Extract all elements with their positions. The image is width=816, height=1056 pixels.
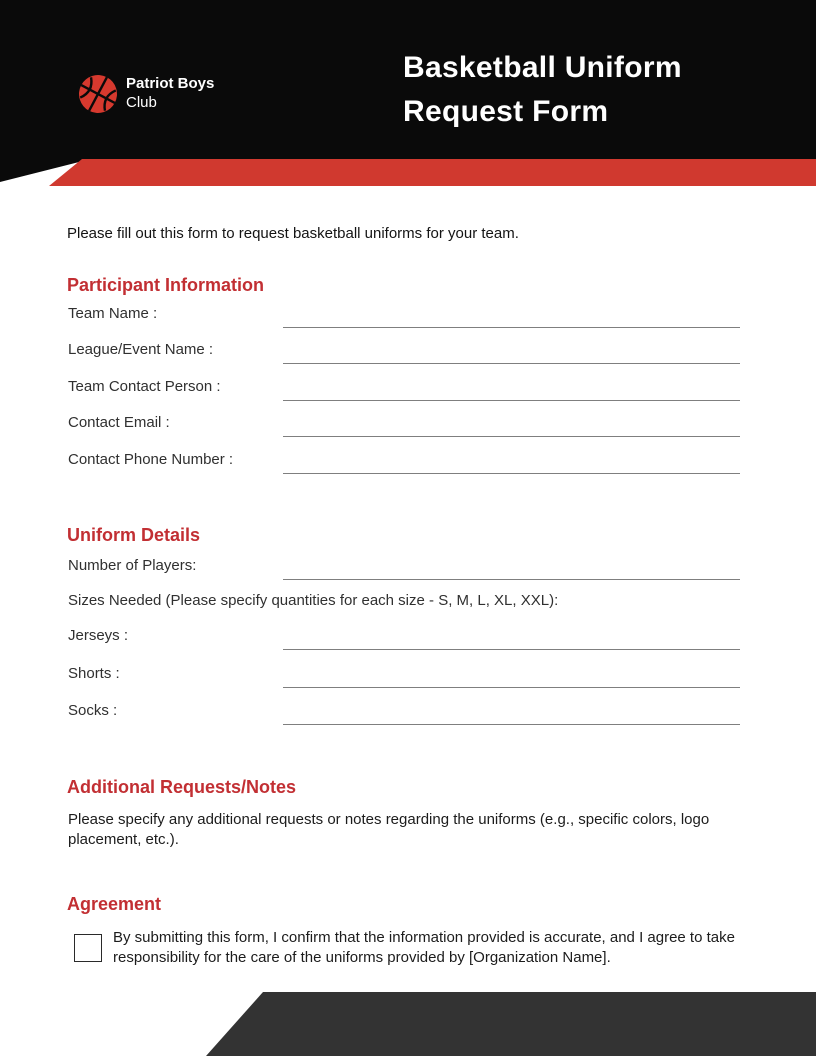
field-row-socks <box>68 701 740 726</box>
page-title <box>403 46 793 134</box>
field-row-shorts <box>68 664 740 689</box>
league-name-label: League/Event Name : <box>68 341 214 358</box>
org-subtitle: Club <box>126 94 157 111</box>
field-row-contact-email <box>68 413 740 438</box>
section-heading-uniform: Uniform Details <box>67 525 201 545</box>
players-label: Number of Players: <box>68 557 197 574</box>
field-row-contact-person <box>68 377 740 402</box>
page-title-line1: Basketball Uniform <box>403 51 682 84</box>
field-row-contact-phone <box>68 450 740 475</box>
contact-phone-input[interactable] <box>283 450 740 474</box>
team-name-label: Team Name : <box>68 305 158 322</box>
field-row-league-name <box>68 340 740 365</box>
section-heading-notes: Additional Requests/Notes <box>67 777 297 797</box>
org-name: Patriot Boys <box>126 75 215 92</box>
intro-text: Please fill out this form to request basketball uniforms for your team. <box>67 225 519 242</box>
socks-input[interactable] <box>283 701 740 725</box>
socks-label: Socks : <box>68 702 118 719</box>
page-title-line2: Request Form <box>403 95 609 128</box>
basketball-icon <box>78 74 118 114</box>
contact-person-input[interactable] <box>283 377 740 401</box>
field-row-jerseys <box>68 626 740 651</box>
section-heading-participant: Participant Information <box>67 275 265 295</box>
league-name-input[interactable] <box>283 340 740 364</box>
jerseys-label: Jerseys : <box>68 627 129 644</box>
sizes-note: Sizes Needed (Please specify quantities for each size - S, M, L, XL, XXL): <box>68 592 559 609</box>
field-row-team-name <box>68 304 740 329</box>
field-row-players <box>68 556 740 581</box>
players-input[interactable] <box>283 556 740 580</box>
agreement-text: By submitting this form, I confirm that the information provided is accurate, and I agree to take responsibility for the care of the uniforms provided by [Organization Name]. <box>113 929 735 966</box>
jerseys-input[interactable] <box>283 626 740 650</box>
team-name-input[interactable] <box>283 304 740 328</box>
section-heading-agreement: Agreement <box>67 894 162 914</box>
contact-person-label: Team Contact Person : <box>68 378 221 395</box>
contact-email-label: Contact Email : <box>68 414 170 431</box>
contact-email-input[interactable] <box>283 413 740 437</box>
footer-banner <box>0 992 816 1056</box>
agreement-checkbox[interactable] <box>74 934 102 962</box>
contact-phone-label: Contact Phone Number : <box>68 451 234 468</box>
shorts-label: Shorts : <box>68 665 120 682</box>
notes-instructions: Please specify any additional requests or notes regarding the uniforms (e.g., specific colors, logo placement, etc.). <box>68 811 710 848</box>
shorts-input[interactable] <box>283 664 740 688</box>
